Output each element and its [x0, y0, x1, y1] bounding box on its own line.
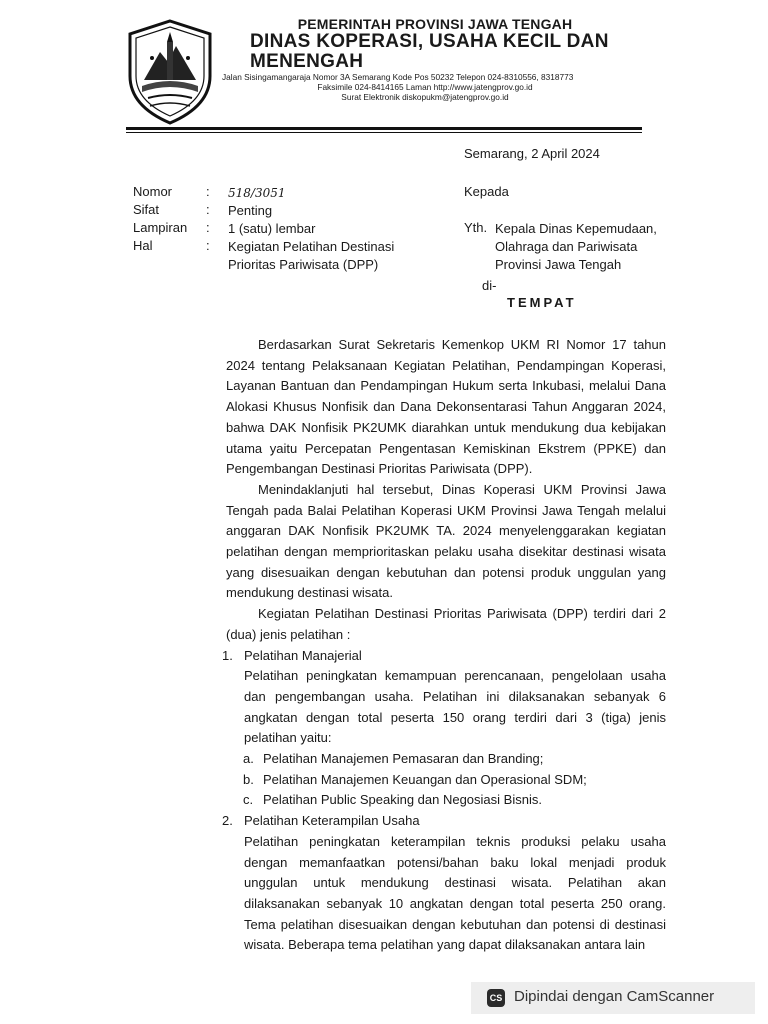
meta-label: Nomor — [133, 184, 173, 199]
meta-value-subject — [228, 238, 394, 274]
item-title: Pelatihan Manajerial — [244, 647, 362, 663]
item-number: 2. — [222, 813, 233, 829]
meta-colon: : — [206, 238, 210, 253]
office-address: Jalan Sisingamangaraja Nomor 3A Semarang Kode Pos 50232 Telepon 024-8310556, 8318773 — [222, 72, 574, 82]
di-label: di- — [482, 278, 497, 293]
recipient-line2: Olahraga dan Pariwisata — [495, 239, 638, 254]
meta-colon: : — [206, 202, 210, 217]
recipient-line3: Provinsi Jawa Tengah — [495, 257, 622, 272]
government-name: PEMERINTAH PROVINSI JAWA TENGAH — [297, 16, 573, 32]
kepada-label: Kepada — [464, 184, 509, 199]
subject-line2: Prioritas Pariwisata (DPP) — [228, 257, 379, 272]
item-description: Pelatihan peningkatan keterampilan teknis produksi pelaku usaha dengan memanfaatkan potensi/bahan baku lokal menjadi produk unggulan untuk mendukung destinasi wisata. Pelatihan akan dilaksanakan sebanyak 10 angkatan dengan total peserta 250 orang. Tema pelatihan disesuaikan dengan kebutuhan dan potensi di destinasi wisata. Beberapa tema pelatihan yang dapat dilaksanakan antara lain — [244, 833, 666, 953]
subject-line1: Kegiatan Pelatihan Destinasi — [228, 239, 395, 254]
sub-item-text: Pelatihan Public Speaking dan Negosiasi Bisnis. — [263, 792, 542, 808]
training-item-2 — [222, 811, 666, 956]
camscanner-watermark — [471, 982, 755, 1014]
tempat-label: TEMPAT — [507, 295, 577, 310]
office-name-line1: DINAS KOPERASI, USAHA KECIL DAN — [250, 31, 609, 52]
camscanner-icon: CS — [487, 989, 505, 1007]
office-email: Surat Elektronik diskopukm@jatengprov.go.id — [341, 92, 509, 102]
paragraph-1: Berdasarkan Surat Sekretaris Kemenkop UKM RI Nomor 17 tahun 2024 tentang Pelaksanaan Kegiatan Pelatihan, Pendampingan Koperasi, Layanan Bantuan dan Pendampingan Hukum serta Inkubasi, melalui Dana Alokasi Khusus Nonfisik dan Dana Dekonsentarasi Tahun Anggaran 2024, bahwa DAK Nonfisik PK2UMK diarahkan untuk mendukung dua kebijakan utama yaitu Percepatan Pengentasan Kemiskinan Ekstrem (PPKE) dan Pengembangan Destinasi Prioritas Pariwisata (DPP). — [226, 337, 666, 477]
letterhead-rule-thin — [126, 132, 642, 133]
recipient-line1: Kepala Dinas Kepemudaan, — [495, 221, 657, 236]
letter-body — [222, 335, 666, 956]
meta-colon: : — [206, 220, 210, 235]
meta-value: Penting — [228, 203, 273, 218]
sub-item-letter: a. — [243, 751, 254, 767]
camscanner-text: Dipindai dengan CamScanner — [514, 988, 715, 1005]
meta-label: Sifat — [133, 202, 160, 217]
sub-item-text: Pelatihan Manajemen Keuangan dan Operasional SDM; — [263, 771, 587, 787]
meta-value: 1 (satu) lembar — [228, 221, 316, 236]
yth-label: Yth. — [464, 220, 488, 235]
sub-item-letter: b. — [243, 771, 254, 787]
letterhead-rule-thick — [126, 127, 642, 130]
paragraph-3: Kegiatan Pelatihan Destinasi Prioritas Pariwisata (DPP) terdiri dari 2 (dua) jenis pelatihan : — [226, 606, 666, 642]
item-title: Pelatihan Keterampilan Usaha — [244, 813, 420, 829]
item-description: Pelatihan peningkatan kemampuan perencanaan, pengelolaan usaha dan pengembangan usaha. Pelatihan ini dilaksanakan sebanyak 6 angkatan dengan total peserta 150 orang terdiri dari 3 (tiga) jenis pelatihan yaitu: — [244, 668, 666, 746]
letterhead — [220, 16, 660, 102]
provincial-emblem-icon — [124, 18, 216, 126]
meta-value-number: 518/3051 — [228, 186, 286, 200]
meta-colon: : — [206, 184, 210, 199]
meta-label: Lampiran — [133, 220, 188, 235]
office-fax-web: Faksimile 024-8414165 Laman http://www.jatengprov.go.id — [317, 82, 533, 92]
training-item-1 — [222, 646, 666, 812]
letter-date: Semarang, 2 April 2024 — [464, 146, 600, 161]
sub-item — [226, 749, 666, 770]
sub-item-letter: c. — [243, 792, 254, 808]
sub-item — [226, 770, 666, 791]
office-name-line2: MENENGAH — [250, 51, 364, 72]
recipient-address — [495, 220, 657, 274]
item-number: 1. — [222, 647, 233, 663]
paragraph-2: Menindaklanjuti hal tersebut, Dinas Koperasi UKM Provinsi Jawa Tengah pada Balai Pelatihan Koperasi UKM Provinsi Jawa Tengah melalui anggaran DAK Nonfisik PK2UMK TA. 2024 menyelenggarakan kegiatan pelatihan dengan memprioritaskan pelaku usaha disekitar destinasi wisata yang disesuaikan dengan kebutuhan dan potensi produk unggulan yang mendukung destinasi wisata. — [226, 481, 666, 601]
sub-item — [226, 790, 666, 811]
sub-item-text: Pelatihan Manajemen Pemasaran dan Branding; — [263, 751, 544, 767]
meta-label: Hal — [133, 238, 153, 253]
